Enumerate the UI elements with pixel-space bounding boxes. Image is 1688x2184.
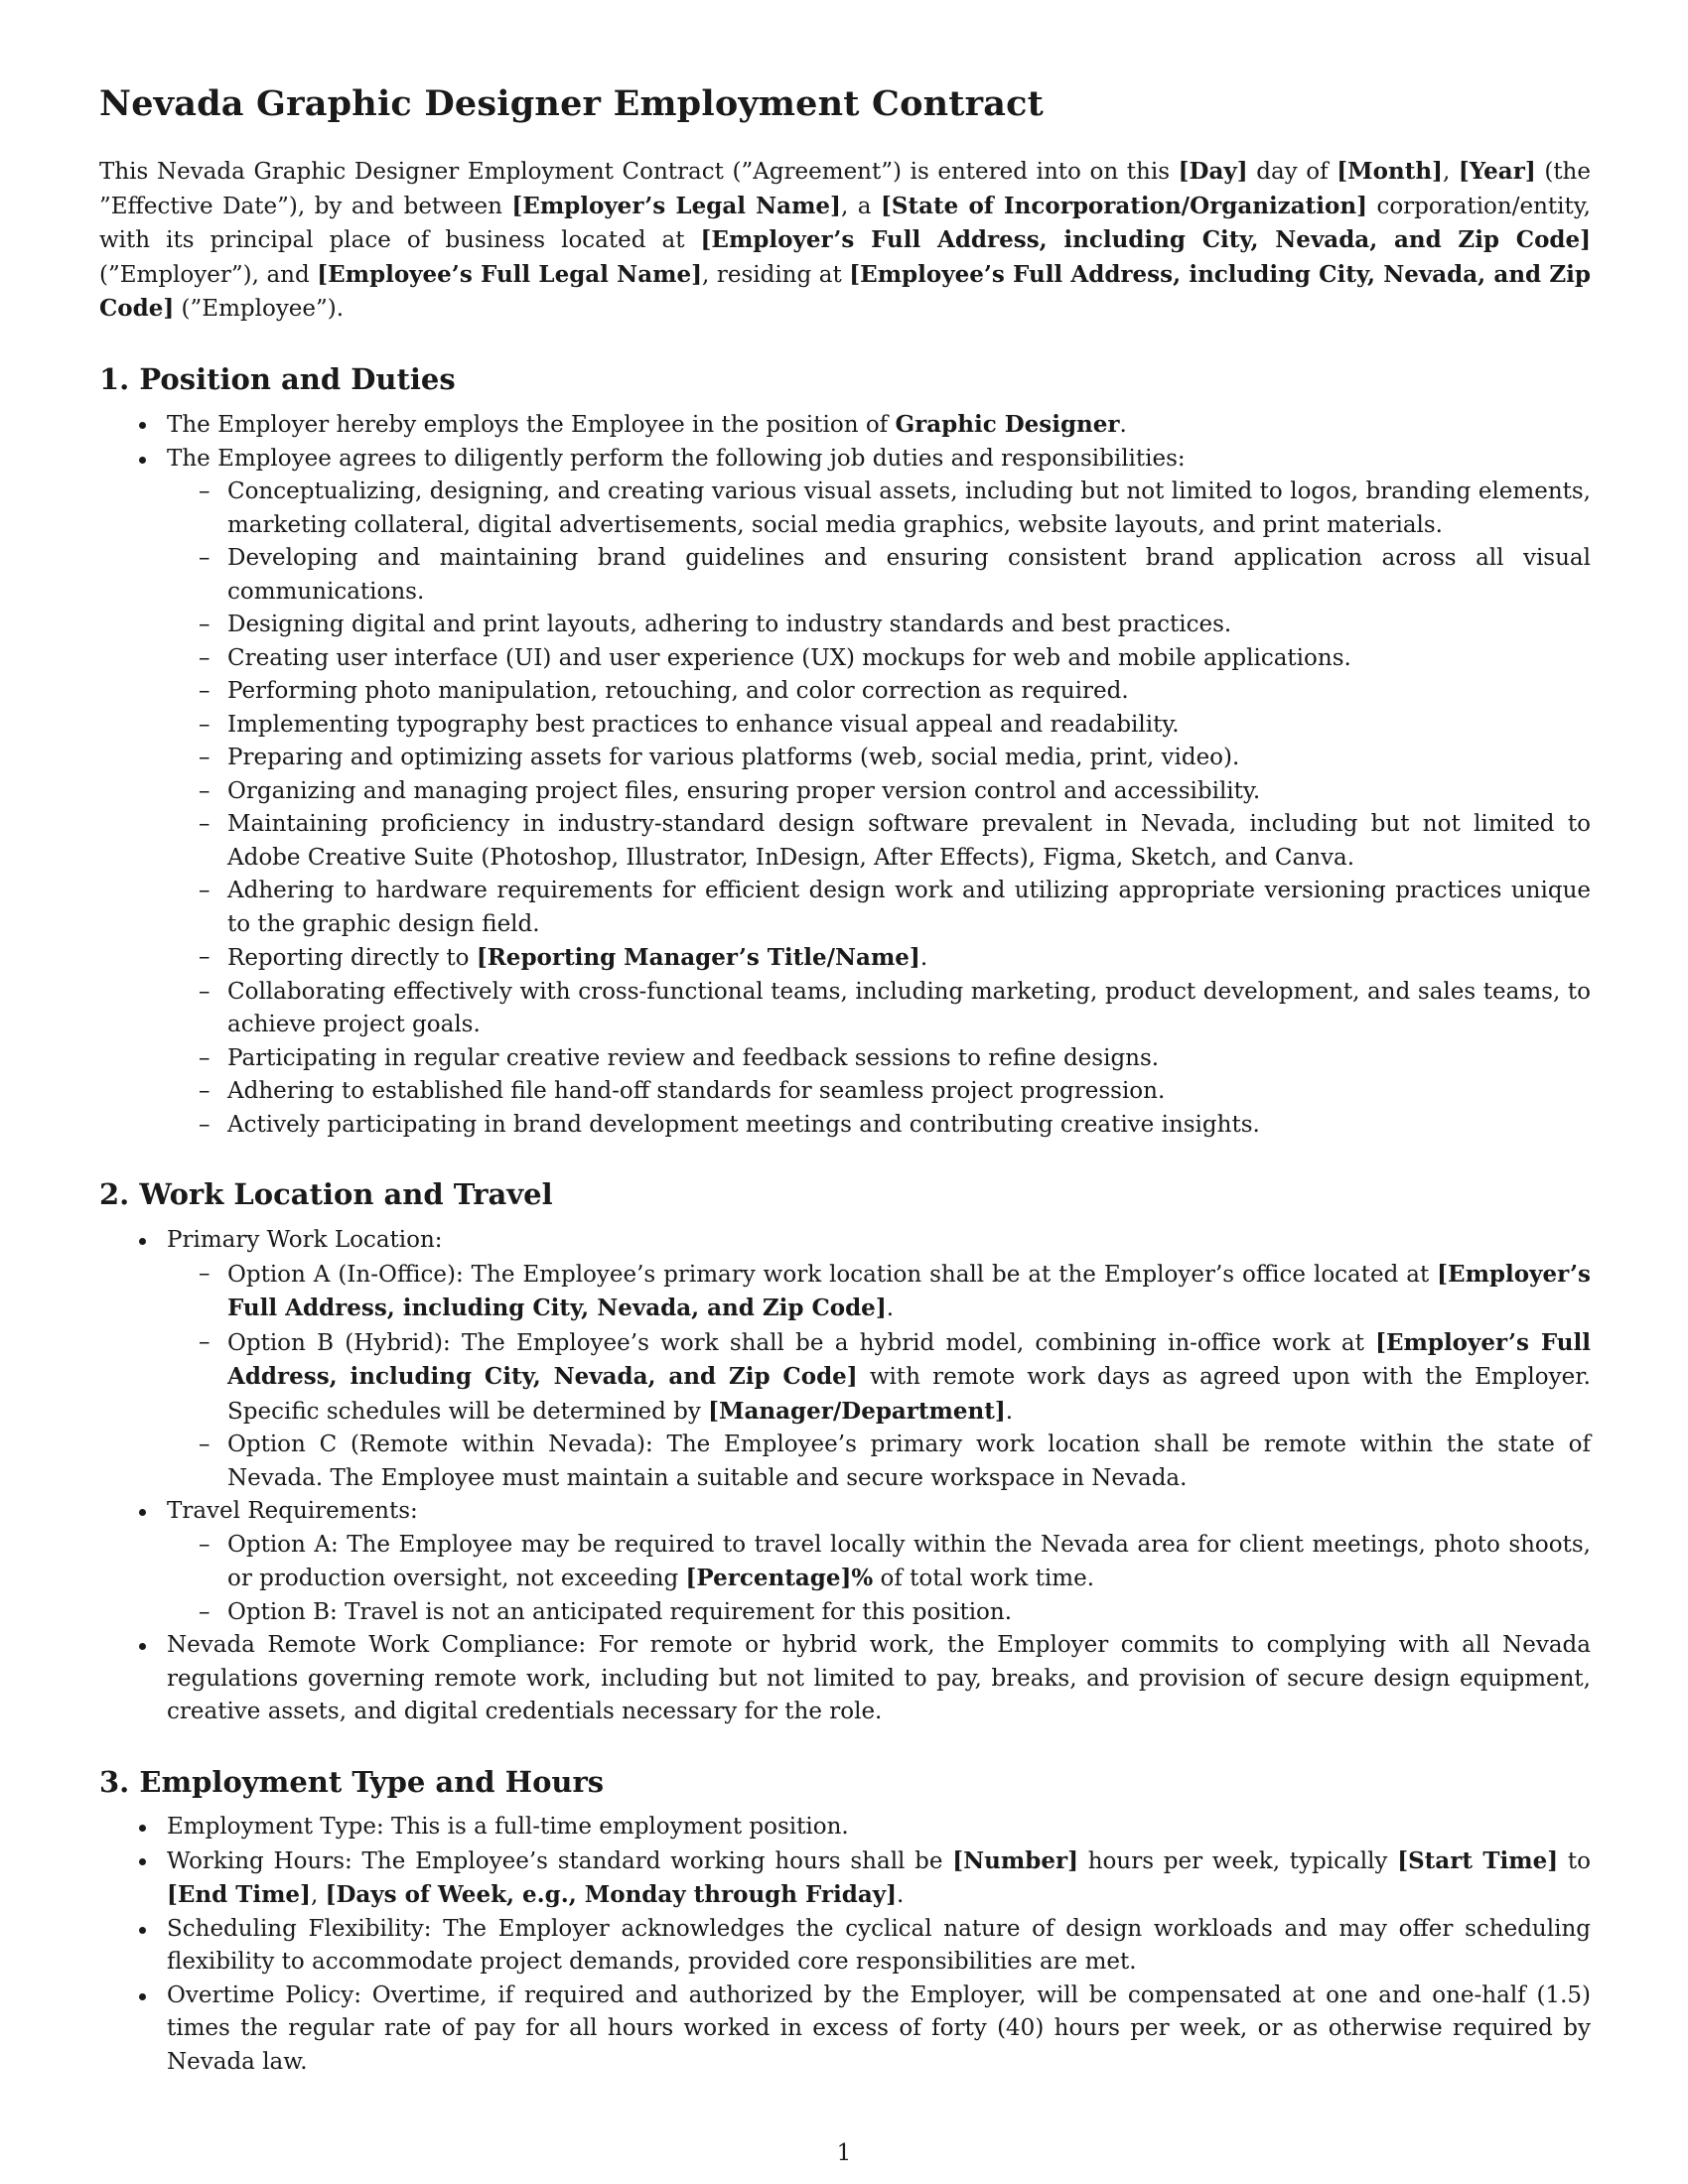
travel-options [167,1529,1591,1630]
intro-paragraph: This Nevada Graphic Designer Employment Contract (”Agreement”) is entered into on this [Day] day of [Month], [Year] (the ”Effective Date”), by and between [Employer’s Legal Name], a [State of Incorporation/Organization] corporation/entity, with its principal place of business located at [Employer’s Full Address, including City, Nevada, and Zip Code] (”Employer”), and [Employee’s Full Legal Name], residing at [Employee’s Full Address, including City, Nevada, and Zip Code] (”Employee”). [99,158,1592,322]
position-title: Graphic Designer [895,411,1120,439]
duties-list [167,476,1591,1142]
list-item: Scheduling Flexibility: The Employer acknowledges the cyclical nature of design workloads and may offer scheduling flexibility to accommodate project demands, provided core responsibilities are met. [99,1913,1591,1979]
duty-item: – Actively participating in brand development meetings and contributing creative insights. [167,1109,1591,1143]
duty-item: – Collaborating effectively with cross-functional teams, including marketing, product development, and sales teams, to achieve project goals. [167,976,1591,1042]
list-item: Nevada Remote Work Compliance: For remote or hybrid work, the Employer commits to complying with all Nevada regulations governing remote work, including but not limited to pay, breaks, and provision of secure design equipment, creative assets, and digital credentials necessary for the role. [99,1629,1591,1729]
work-location-options [167,1258,1591,1496]
option-item: – Option B (Hybrid): The Employee’s work shall be a hybrid model, combining in-office work at [Employer’s Full Address, including City, Nevada, and Zip Code] with remote work days as agreed upon with the Employer. Specific schedules will be determined by [Manager/Department]. [167,1326,1591,1430]
document-title: Nevada Graphic Designer Employment Contract [99,83,1045,124]
employer-address-placeholder: [Employer’s Full Address, including City, Nevada, and Zip Code] [227,1260,1591,1322]
duty-item: – Designing digital and print layouts, adhering to industry standards and best practices. [167,609,1591,642]
duty-item: – Adhering to established file hand-off standards for seamless project progression. [167,1075,1591,1109]
section-heading-position-duties: 1. Position and Duties [99,361,456,396]
section-1-list [99,408,1591,1142]
duty-item: – Participating in regular creative review and feedback sessions to refine designs. [167,1042,1591,1076]
page-number: 1 [836,2140,852,2166]
list-item: Overtime Policy: Overtime, if required and authorized by the Employer, will be compensated at one and one-half (1.5) times the regular rate of pay for all hours worked in excess of forty (40) hours per week, or as otherwise required by Nevada law. [99,1979,1591,2080]
option-item: – Option C (Remote within Nevada): The Employee’s primary work location shall be remote within the state of Nevada. The Employee must maintain a suitable and secure workspace in Nevada. [167,1429,1591,1495]
days-of-week-placeholder: [Days of Week, e.g., Monday through Friday] [325,1881,898,1909]
duty-item: – Organizing and managing project files, ensuring proper version control and accessibility. [167,775,1591,809]
duty-item: – Preparing and optimizing assets for various platforms (web, social media, print, video). [167,742,1591,775]
section-3-list [99,1811,1591,2079]
duty-item: – Performing photo manipulation, retouching, and color correction as required. [167,675,1591,709]
start-time-placeholder: [Start Time] [1397,1846,1559,1874]
section-2-list [99,1224,1591,1729]
list-item: The Employee agrees to diligently perform the following job duties and responsibilities: – Conceptualizing, designing, and creating various visual assets, including but not limited to logos, branding elements, marketing collateral, digital advertisements, social media graphics, website layouts, and print materials. – Developing and maintaining brand guidelines and ensuring consistent brand application across all visual communications. – Designing digital and print layouts, adhering to industry standards and best practices. – Creating user interface (UI) and user experience (UX) mockups for web and mobile applications. – Performing photo manipulation, retouching, and color correction as required. – Implementing typography best practices to enhance visual appeal and readability. – Preparing and optimizing assets for various platforms (web, social media, print, video). – Organizing and managing project files, ensuring proper version control and accessibility. – Maintaining proficiency in industry-standard design software prevalent in Nevada, including but not limited to Adobe Creative Suite (Photoshop, Illustrator, InDesign, After Effects), Figma, Sketch, and Canva. – Adhering to hardware requirements for efficient design work and utilizing appropriate versioning practices unique to the graphic design field. – Reporting directly to [Reporting Manager’s Title/Name]. – Collaborating effectively with cross-functional teams, including marketing, product development, and sales teams, to achieve project goals. – Participating in regular creative review and feedback sessions to refine designs. – Adhering to established file hand-off standards for seamless project progression. – Actively participating in brand development meetings and contributing creative insights. [99,443,1591,1143]
month-placeholder: [Month] [1336,158,1443,185]
section-heading-employment-type: 3. Employment Type and Hours [99,1764,605,1799]
employer-address-placeholder: [Employer’s Full Address, including City, Nevada, and Zip Code] [700,226,1592,253]
duty-item: – Maintaining proficiency in industry-standard design software prevalent in Nevada, including but not limited to Adobe Creative Suite (Photoshop, Illustrator, InDesign, After Effects), Figma, Sketch, and Canva. [167,808,1591,875]
hours-number-placeholder: [Number] [952,1846,1078,1874]
manager-department-placeholder: [Manager/Department] [708,1397,1006,1425]
option-item: – Option A (In-Office): The Employee’s primary work location shall be at the Employer’s office located at [Employer’s Full Address, including City, Nevada, and Zip Code]. [167,1258,1591,1326]
document-page [99,83,1591,2079]
duty-item: – Implementing typography best practices to enhance visual appeal and readability. [167,709,1591,743]
employee-address-placeholder: [Employee’s Full Address, including City, Nevada, and Zip Code] [99,260,1591,322]
section-heading-work-location: 2. Work Location and Travel [99,1177,553,1212]
reporting-manager-placeholder: [Reporting Manager’s Title/Name] [476,944,920,972]
option-item: – Option B: Travel is not an anticipated requirement for this position. [167,1596,1591,1630]
employer-name-placeholder: [Employer’s Legal Name] [511,192,841,219]
duty-item: – Developing and maintaining brand guidelines and ensuring consistent brand application across all visual communications. [167,542,1591,609]
duty-item: – Reporting directly to [Reporting Manager’s Title/Name]. [167,941,1591,976]
duty-item: – Adhering to hardware requirements for efficient design work and utilizing appropriate versioning practices unique to the graphic design field. [167,875,1591,941]
option-item: – Option A: The Employee may be required to travel locally within the Nevada area for client meetings, photo shoots, or production oversight, not exceeding [Percentage]% of total work time. [167,1529,1591,1596]
list-item: Working Hours: The Employee’s standard working hours shall be [Number] hours per week, typically [Start Time] to [End Time], [Days of Week, e.g., Monday through Friday]. [99,1844,1591,1913]
year-placeholder: [Year] [1458,158,1536,185]
list-item: Primary Work Location: – Option A (In-Office): The Employee’s primary work location shall be at the Employer’s office located at [Employer’s Full Address, including City, Nevada, and Zip Code]. – Option B (Hybrid): The Employee’s work shall be a hybrid model, combining in-office work at [Employer’s Full Address, including City, Nevada, and Zip Code] with remote work days as agreed upon with the Employer. Specific schedules will be determined by [Manager/Department]. – Option C (Remote within Nevada): The Employee’s primary work location shall be remote within the state of Nevada. The Employee must maintain a suitable and secure workspace in Nevada. [99,1224,1591,1495]
list-item: The Employer hereby employs the Employee in the position of Graphic Designer. [99,408,1591,443]
employer-address-placeholder: [Employer’s Full Address, including City, Nevada, and Zip Code] [227,1328,1591,1391]
employee-name-placeholder: [Employee’s Full Legal Name] [317,260,702,288]
end-time-placeholder: [End Time] [167,1881,311,1909]
duty-item: – Creating user interface (UI) and user experience (UX) mockups for web and mobile applications. [167,642,1591,676]
list-item: Employment Type: This is a full-time employment position. [99,1811,1591,1844]
percentage-placeholder: [Percentage]% [685,1565,874,1592]
state-placeholder: [State of Incorporation/Organization] [880,192,1367,219]
list-item: Travel Requirements: – Option A: The Employee may be required to travel locally within the Nevada area for client meetings, photo shoots, or production oversight, not exceeding [Percentage]% of total work time. – Option B: Travel is not an anticipated requirement for this position. [99,1495,1591,1629]
day-placeholder: [Day] [1178,158,1248,185]
duty-item: – Conceptualizing, designing, and creating various visual assets, including but not limited to logos, branding elements, marketing collateral, digital advertisements, social media graphics, website layouts, and print materials. [167,476,1591,542]
